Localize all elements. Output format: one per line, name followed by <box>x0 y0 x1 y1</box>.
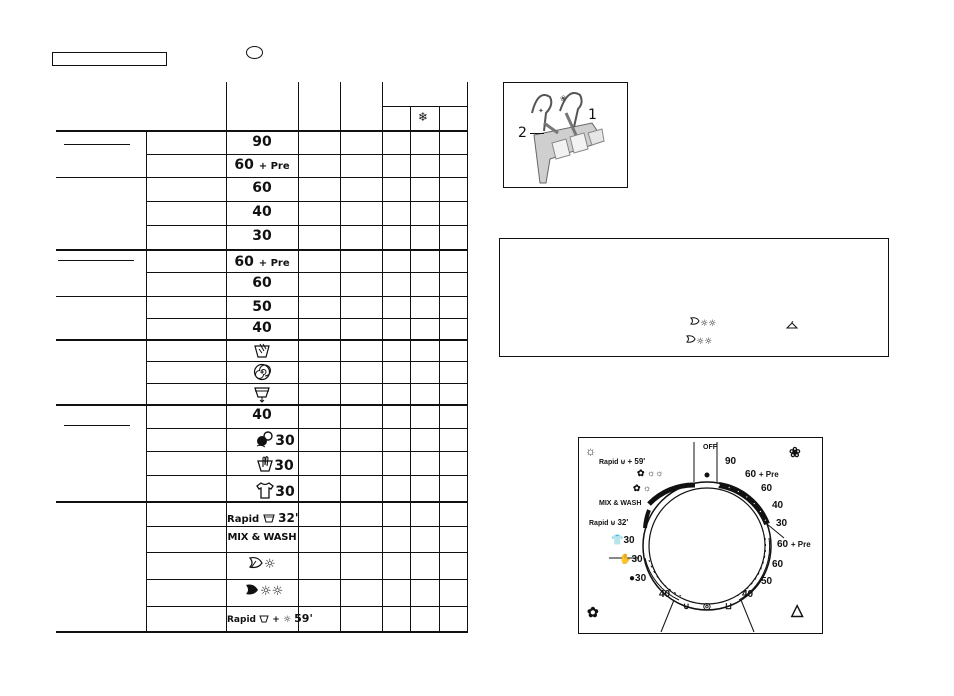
basin-icon <box>263 514 275 523</box>
dial-rapid-59[interactable]: Rapid ⊍ + 59' <box>599 457 646 466</box>
program-dial <box>578 437 823 634</box>
dryer-high-icon: ☼☼ <box>244 583 283 599</box>
dial-60-synth[interactable]: 60 <box>772 559 784 570</box>
hanger-icon <box>786 315 798 334</box>
dial-delicate-icon: ✿ <box>587 604 599 620</box>
row-50: 50 <box>252 299 272 315</box>
dial-wool-30[interactable]: ●30 <box>629 573 647 584</box>
row-wool-30: 30 <box>240 430 310 449</box>
row-40-delicate: 40 <box>252 407 272 423</box>
wool-icon <box>255 430 275 448</box>
dial-drain-icon[interactable]: ⊍ <box>683 601 690 611</box>
dial-rapid-32[interactable]: Rapid ⊍ 32' <box>589 518 629 527</box>
dial-sun-icon: ☼ <box>585 444 596 458</box>
section-header-box <box>52 52 167 66</box>
svg-text:❀: ❀ <box>560 94 567 103</box>
row-60-pre: 60 + Pre <box>234 157 290 173</box>
dial-60-pre[interactable]: 60 + Pre <box>745 469 779 480</box>
dial-synthetic-icon: △ <box>791 602 804 619</box>
dial-60-pre-synth[interactable]: 60 + Pre <box>777 539 811 550</box>
dial-50[interactable]: 50 <box>761 576 773 587</box>
row-hand-30: 30 <box>240 455 310 474</box>
dial-dry-high[interactable]: ✿ ☼☼ <box>637 468 664 478</box>
detergent-drawer-picture <box>503 82 628 188</box>
dial-shirt-30[interactable]: 👕30 <box>611 535 635 546</box>
callout-1: 1 <box>588 107 597 123</box>
dial-90[interactable]: 90 <box>725 456 737 467</box>
dryer-low-icon: ☼ <box>248 556 276 572</box>
rinse-icon <box>253 342 271 359</box>
callout-2: 2 <box>518 125 527 141</box>
dryer-icon-inline-2: ☼☼ <box>686 335 712 347</box>
language-badge <box>246 46 263 59</box>
dial-spin-icon[interactable]: ◎ <box>703 601 711 611</box>
dial-mix-wash[interactable]: MIX & WASH <box>599 500 642 507</box>
row-40-synth: 40 <box>252 320 272 336</box>
shirt-icon <box>255 481 275 499</box>
row-rapid-59: Rapid + ☼ 59' <box>227 612 313 625</box>
dial-rinse-icon[interactable]: ⊔ <box>725 601 733 611</box>
dial-off[interactable]: OFF <box>703 444 717 451</box>
dial-40-delicate[interactable]: 40 <box>659 589 671 600</box>
row-30: 30 <box>252 228 272 244</box>
dryer-icon-inline-1: ☼☼ <box>690 317 716 329</box>
dial-cotton-icon: ❀ <box>789 444 801 460</box>
row-40: 40 <box>252 204 272 220</box>
dial-40-synth[interactable]: 40 <box>742 589 754 600</box>
snowflake-icon: ❄ <box>418 110 429 124</box>
row-60-pre-synth: 60 + Pre <box>234 254 290 270</box>
dial-30[interactable]: 30 <box>776 518 788 529</box>
row-shirt-30: 30 <box>240 481 310 500</box>
hand-wash-icon <box>256 455 274 473</box>
drain-icon <box>253 385 271 403</box>
row-60-synth: 60 <box>252 275 272 291</box>
dial-hand-30[interactable]: ✋30 <box>619 554 643 565</box>
note-box <box>499 238 889 357</box>
row-mix-wash: MIX & WASH <box>227 532 297 543</box>
row-90: 90 <box>252 134 272 150</box>
row-rapid-32: Rapid 32' <box>227 511 299 525</box>
dial-40[interactable]: 40 <box>772 500 784 511</box>
dial-dry-low[interactable]: ✿ ☼ <box>633 483 652 493</box>
spin-icon <box>253 363 271 381</box>
basin-small-icon <box>259 615 269 623</box>
row-60: 60 <box>252 180 272 196</box>
dial-60[interactable]: 60 <box>761 483 773 494</box>
svg-text:✦: ✦ <box>538 107 544 115</box>
